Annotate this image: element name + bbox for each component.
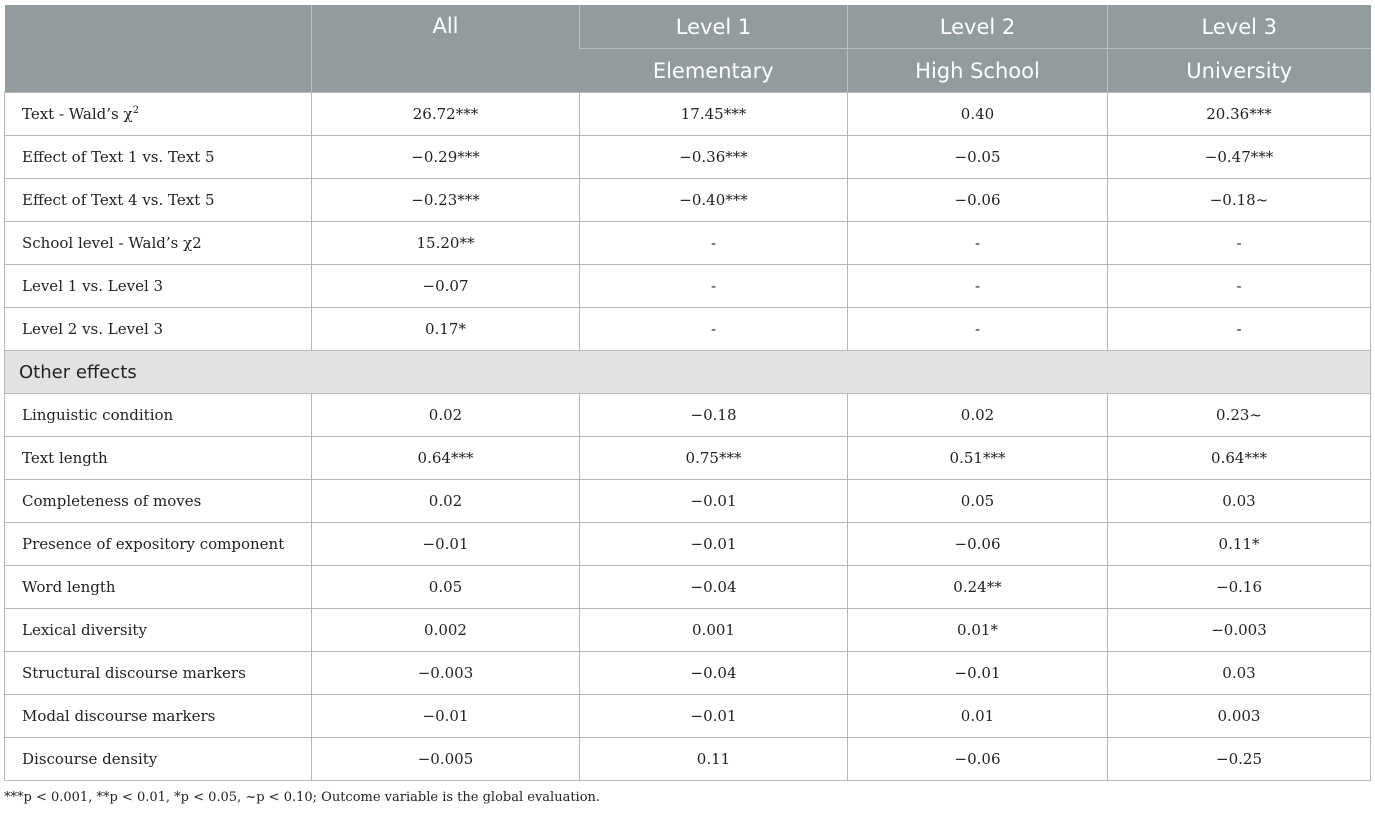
cell-all: 0.05 (312, 566, 580, 609)
cell-all: −0.01 (312, 695, 580, 738)
cell-level2: 0.40 (848, 93, 1108, 136)
results-table (4, 5, 1371, 781)
header-level2: Level 2 (848, 5, 1108, 49)
header-all: All (312, 5, 580, 93)
subheader-high-school: High School (848, 49, 1108, 93)
table-row (5, 308, 1371, 351)
cell-all: 15.20** (312, 222, 580, 265)
cell-level3: 0.03 (1108, 652, 1371, 695)
row-label: Lexical diversity (5, 609, 312, 652)
row-label: Effect of Text 4 vs. Text 5 (5, 179, 312, 222)
table-header (5, 5, 1371, 93)
cell-all: −0.01 (312, 523, 580, 566)
cell-all: 0.002 (312, 609, 580, 652)
cell-level3: −0.16 (1108, 566, 1371, 609)
table-row (5, 738, 1371, 781)
header-level3: Level 3 (1108, 5, 1371, 49)
cell-all: 0.02 (312, 394, 580, 437)
row-label: School level - Wald’s χ2 (5, 222, 312, 265)
cell-level1: −0.01 (580, 695, 848, 738)
cell-level1: −0.01 (580, 523, 848, 566)
row-label: Level 1 vs. Level 3 (5, 265, 312, 308)
cell-level3: −0.25 (1108, 738, 1371, 781)
cell-level2: −0.06 (848, 179, 1108, 222)
cell-level2: 0.05 (848, 480, 1108, 523)
cell-level3: −0.18~ (1108, 179, 1371, 222)
cell-all: 26.72*** (312, 93, 580, 136)
cell-level1: 0.001 (580, 609, 848, 652)
cell-level2: 0.02 (848, 394, 1108, 437)
cell-level2: - (848, 222, 1108, 265)
cell-level1: −0.36*** (580, 136, 848, 179)
row-label: Level 2 vs. Level 3 (5, 308, 312, 351)
cell-all: 0.17* (312, 308, 580, 351)
table-row (5, 695, 1371, 738)
cell-level2: - (848, 265, 1108, 308)
cell-level2: 0.01 (848, 695, 1108, 738)
cell-level1: −0.01 (580, 480, 848, 523)
cell-level1: 0.11 (580, 738, 848, 781)
row-label: Presence of expository component (5, 523, 312, 566)
table-body (5, 93, 1371, 781)
cell-level3: −0.47*** (1108, 136, 1371, 179)
cell-all: −0.005 (312, 738, 580, 781)
cell-all: −0.07 (312, 265, 580, 308)
section-label-other-effects: Other effects (5, 351, 1371, 394)
row-label: Modal discourse markers (5, 695, 312, 738)
cell-all: 0.64*** (312, 437, 580, 480)
cell-all: −0.23*** (312, 179, 580, 222)
cell-level1: - (580, 308, 848, 351)
cell-level3: - (1108, 265, 1371, 308)
cell-all: −0.29*** (312, 136, 580, 179)
row-label: Effect of Text 1 vs. Text 5 (5, 136, 312, 179)
row-label: Text - Wald’s $\chi^2$ (5, 93, 312, 136)
table-row (5, 652, 1371, 695)
cell-level1: −0.04 (580, 566, 848, 609)
cell-all: 0.02 (312, 480, 580, 523)
row-label: Word length (5, 566, 312, 609)
table-row (5, 222, 1371, 265)
table-row (5, 136, 1371, 179)
cell-level2: −0.06 (848, 738, 1108, 781)
row-label: Discourse density (5, 738, 312, 781)
cell-level2: 0.51*** (848, 437, 1108, 480)
cell-level1: - (580, 265, 848, 308)
row-label: Linguistic condition (5, 394, 312, 437)
subheader-elementary: Elementary (580, 49, 848, 93)
table-row (5, 93, 1371, 136)
table-row (5, 394, 1371, 437)
cell-level3: 0.003 (1108, 695, 1371, 738)
table-row (5, 480, 1371, 523)
cell-level2: 0.01* (848, 609, 1108, 652)
cell-level2: −0.01 (848, 652, 1108, 695)
header-level1: Level 1 (580, 5, 848, 49)
cell-level2: −0.05 (848, 136, 1108, 179)
cell-level1: 0.75*** (580, 437, 848, 480)
cell-level3: 20.36*** (1108, 93, 1371, 136)
table-row (5, 566, 1371, 609)
cell-level1: −0.18 (580, 394, 848, 437)
cell-level3: 0.23~ (1108, 394, 1371, 437)
cell-level1: - (580, 222, 848, 265)
header-blank-cell (5, 5, 312, 93)
cell-level1: 17.45*** (580, 93, 848, 136)
cell-all: −0.003 (312, 652, 580, 695)
row-label: Structural discourse markers (5, 652, 312, 695)
cell-level3: - (1108, 308, 1371, 351)
table-row (5, 179, 1371, 222)
table-footnote: ***p < 0.001, **p < 0.01, *p < 0.05, ~p < 0.10; Outcome variable is the global evaluation. (4, 790, 601, 805)
section-row (5, 351, 1371, 394)
cell-level3: −0.003 (1108, 609, 1371, 652)
table-row (5, 609, 1371, 652)
table-row (5, 437, 1371, 480)
cell-level2: −0.06 (848, 523, 1108, 566)
subheader-university: University (1108, 49, 1371, 93)
row-label: Text length (5, 437, 312, 480)
cell-level1: −0.40*** (580, 179, 848, 222)
cell-level3: - (1108, 222, 1371, 265)
cell-level3: 0.11* (1108, 523, 1371, 566)
table-row (5, 265, 1371, 308)
row-label: Completeness of moves (5, 480, 312, 523)
cell-level2: - (848, 308, 1108, 351)
cell-level1: −0.04 (580, 652, 848, 695)
table-row (5, 523, 1371, 566)
results-table-container (4, 5, 1370, 781)
cell-level3: 0.64*** (1108, 437, 1371, 480)
cell-level2: 0.24** (848, 566, 1108, 609)
cell-level3: 0.03 (1108, 480, 1371, 523)
